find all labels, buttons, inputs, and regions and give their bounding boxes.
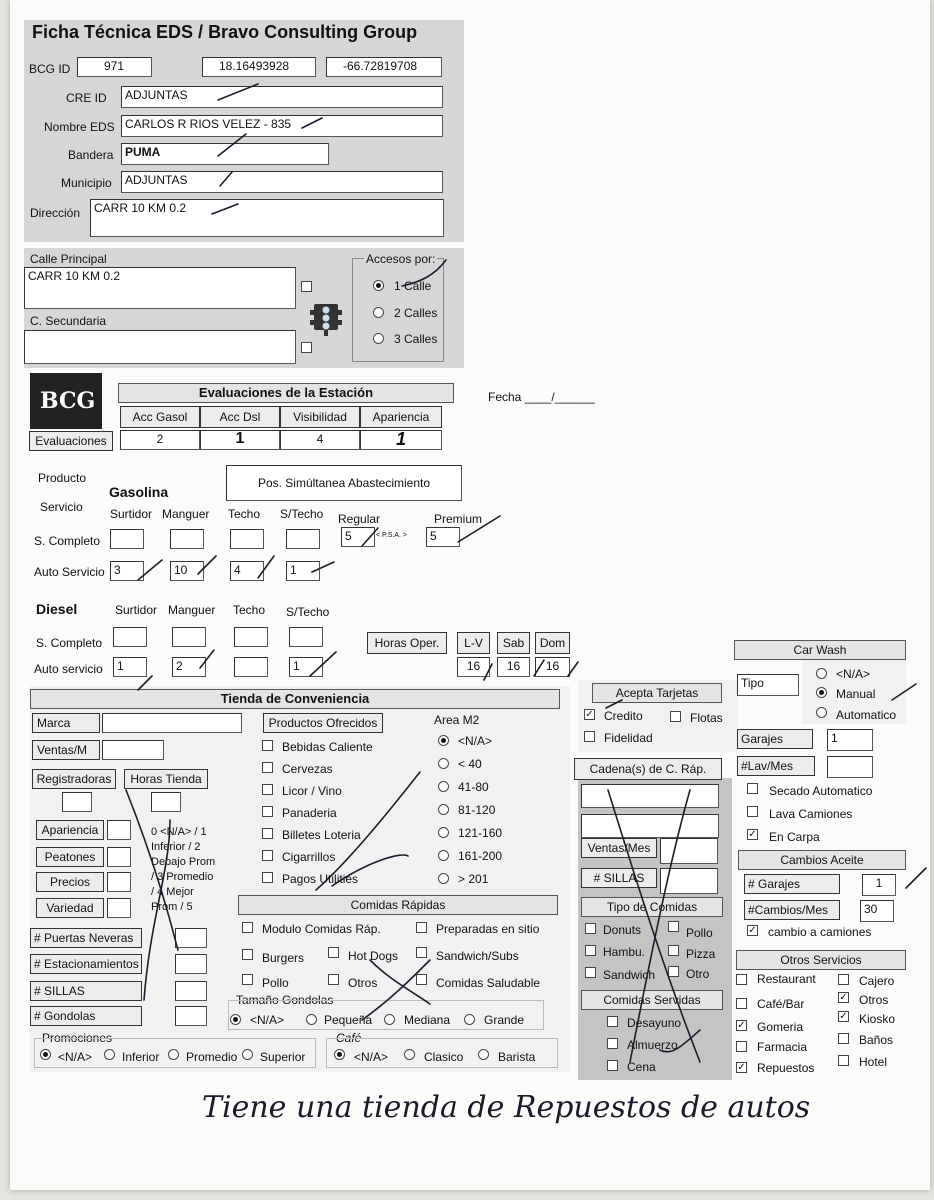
producto-label: Producto [38,471,87,485]
cadena-sillas-field[interactable] [660,868,718,894]
tipo-label-5: Sandwich [603,968,656,982]
cafe-option-2: Clasico [424,1050,464,1064]
tamano-option-3: Mediana [404,1013,451,1027]
count-gondolas-field[interactable] [175,1006,207,1026]
producto-checkbox-5[interactable] [262,828,273,839]
municipio-field[interactable]: ADJUNTAS [121,171,443,193]
horas-dom-value[interactable]: 16 [535,657,570,677]
carwash-lav-label: #Lav/Mes [737,756,815,776]
otros-right-label-2: Otros [859,993,889,1007]
diesel-col-techo: Techo [233,603,266,617]
aceite-header: Cambios Aceite [738,850,906,870]
tamano-option-4: Grande [484,1013,525,1027]
area-option-4: 81-120 [458,803,496,817]
promo-radio-2[interactable] [104,1049,115,1060]
accesos-option-3: 3 Calles [394,332,438,346]
marca-field[interactable] [102,713,242,733]
area-option-6: 161-200 [458,849,503,863]
comida-label-8: Comidas Saludable [436,976,541,990]
area-radio-1[interactable] [438,735,449,746]
carwash-opt-label-2: Lava Camiones [769,807,853,821]
cre-id-label: CRE ID [66,91,107,105]
otros-left-label-1: Restaurant [757,972,816,986]
cafe-title: Café [336,1031,362,1045]
otros-right-checkbox-4[interactable] [838,1033,849,1044]
evaluaciones-button[interactable]: Evaluaciones [29,431,113,451]
tipo-checkbox-5[interactable] [585,967,596,978]
diesel-as-surtidor[interactable]: 1 [113,657,147,677]
otros-left-checkbox-1[interactable] [736,974,747,985]
otros-right-label-5: Hotel [859,1055,888,1069]
carwash-radio-1[interactable] [816,668,827,679]
servida-checkbox-2[interactable] [607,1038,618,1049]
producto-label-1: Bebidas Caliente [282,740,373,754]
pos-simultanea-box: Pos. Simúltanea Abastecimiento [226,465,462,501]
servida-checkbox-1[interactable] [607,1016,618,1027]
flotas-label: Flotas [690,711,723,725]
diesel-as-stecho[interactable]: 1 [289,657,323,677]
gas-as-manguer[interactable]: 10 [170,561,204,581]
carwash-option-1: <N/A> [836,667,871,681]
tipo-label-4: Pizza [686,947,716,961]
diesel-sc-surtidor[interactable] [113,627,147,647]
diesel-sc-manguer[interactable] [172,627,206,647]
comidas-header: Comidas Rápidas [238,895,558,915]
area-title: Area M2 [434,713,480,727]
eval-col-acc-dsl: Acc Dsl [200,406,280,428]
tipo-checkbox-6[interactable] [668,966,679,977]
producto-checkbox-3[interactable] [262,784,273,795]
direccion-label: Dirección [30,206,81,220]
aceite-camiones-label: cambio a camiones [768,925,872,939]
credito-checkbox[interactable]: ✓ [585,709,594,720]
cafe-radio-1[interactable] [334,1049,345,1060]
area-option-5: 121-160 [458,826,503,840]
psa-label: < P.S.A. > [376,532,408,539]
carwash-opt-checkbox-3[interactable]: ✓ [748,829,757,840]
tamano-radio-2[interactable] [306,1014,317,1025]
cadena-field-1[interactable] [581,784,719,808]
cre-id-field[interactable]: ADJUNTAS [121,86,443,108]
producto-label-6: Cigarrillos [282,850,336,864]
carwash-opt-checkbox-2[interactable] [747,806,758,817]
traffic-light-icon [310,298,342,341]
aceite-garajes-label: # Garajes [744,874,840,894]
gas-sc-surtidor[interactable] [110,529,144,549]
producto-label-2: Cervezas [282,762,333,776]
count-sillas: # SILLAS [30,981,142,1001]
calle-secundaria-label: C. Secundaria [30,314,107,328]
promo-title: Promociones [42,1031,113,1045]
eval-acc-gasol-value[interactable]: 2 [120,430,200,450]
nombre-label: Nombre EDS [44,120,115,134]
calle-principal-label: Calle Principal [30,252,107,266]
promo-option-2: Inferior [122,1050,160,1064]
gasolina-label: Gasolina [109,484,169,500]
nombre-field[interactable]: CARLOS R RIOS VELEZ - 835 [121,115,443,137]
otros-left-label-5: Repuestos [757,1061,815,1075]
tipo-checkbox-3[interactable] [585,945,596,956]
diesel-col-manguer: Manguer [168,603,216,617]
producto-label-7: Pagos Utilities [282,872,359,886]
gas-col-techo: Techo [228,507,261,521]
eval-col-apariencia: Apariencia [360,406,442,428]
tamano-radio-4[interactable] [464,1014,475,1025]
tarjetas-header: Acepta Tarjetas [592,683,722,703]
comida-checkbox-3[interactable] [242,949,253,960]
cadena-header: Cadena(s) de C. Ráp. [574,758,722,780]
otros-left-label-3: Gomeria [757,1020,804,1034]
horas-tienda-button[interactable]: Horas Tienda [124,769,208,789]
servicio-label: Servicio [40,500,83,514]
form-title: Ficha Técnica EDS / Bravo Consulting Group [32,22,418,42]
horas-tienda-field[interactable] [151,792,181,812]
scale-line-5: / 4 Mejor [151,886,194,898]
gas-sc-stecho[interactable] [286,529,320,549]
tipo-label-2: Pollo [686,926,713,940]
scale-line-3: Debajo Prom [151,856,216,868]
carwash-tipo-field[interactable]: Tipo [737,674,799,696]
promo-radio-4[interactable] [242,1049,253,1060]
diesel-col-stecho: S/Techo [286,605,330,619]
otros-left-label-2: Café/Bar [757,997,805,1011]
comida-label-5: Sandwich/Subs [436,949,519,963]
cafe-radio-3[interactable] [478,1049,489,1060]
comida-label-4: Hot Dogs [348,949,399,963]
horas-oper-button[interactable]: Horas Oper. [367,632,447,654]
credito-label: Credito [604,709,643,723]
tamano-radio-3[interactable] [384,1014,395,1025]
carwash-radio-3[interactable] [816,707,827,718]
servidas-header: Comidas Servidas [581,990,723,1010]
rating-variedad-field[interactable] [107,898,131,918]
otros-right-checkbox-1[interactable] [838,974,849,985]
otros-right-checkbox-5[interactable] [838,1055,849,1066]
tamano-title: Tamaño Gondolas [236,993,334,1007]
diesel-label: Diesel [36,601,78,617]
area-radio-2[interactable] [438,758,449,769]
aceite-garajes-field[interactable]: 1 [862,874,896,896]
municipio-label: Municipio [61,176,112,190]
carwash-opt-label-3: En Carpa [769,830,820,844]
horas-col-sab: Sab [497,632,530,654]
tipo-label-1: Donuts [603,923,642,937]
gas-col-surtidor: Surtidor [110,507,153,521]
accesos-option-1: 1 Calle [394,279,432,293]
tipo-checkbox-4[interactable] [668,945,679,956]
count-estacionamientos-field[interactable] [175,954,207,974]
handwritten-note: Tiene una tienda de Repuestos de autos [202,1090,811,1125]
tipo-checkbox-2[interactable] [668,921,679,932]
otros-right-checkbox-3[interactable]: ✓ [839,1011,848,1022]
calle-principal-checkbox[interactable] [301,281,312,292]
rating-apariencia-field[interactable] [107,820,131,840]
promo-option-1: <N/A> [58,1050,93,1064]
area-option-7: > 201 [458,872,489,886]
ventas-field[interactable] [102,740,164,760]
carwash-header: Car Wash [734,640,906,660]
accesos-radio-1[interactable] [373,280,384,291]
bandera-field[interactable]: PUMA [121,143,329,165]
eval-col-visibilidad: Visibilidad [280,406,360,428]
diesel-sc-techo[interactable] [234,627,268,647]
count-estacionamientos: # Estacionamientos [30,954,142,974]
premium-field[interactable]: 5 [426,527,460,547]
eval-apariencia-value[interactable]: 1 [360,430,442,450]
rating-precios-field[interactable] [107,872,131,892]
accesos-radio-2[interactable] [373,307,384,318]
carwash-radio-2[interactable] [816,687,827,698]
servida-label-3: Cena [627,1060,656,1074]
diesel-autoservicio-label: Auto servicio [34,662,103,676]
comida-label-2: Preparadas en sitio [436,922,540,936]
productos-header: Productos Ofrecidos [263,713,383,733]
count-puertas-neveras-field[interactable] [175,928,207,948]
carwash-opt-label-1: Secado Automatico [769,784,873,798]
diesel-as-techo[interactable] [234,657,268,677]
marca-label: Marca [32,713,100,733]
gas-sc-manguer[interactable] [170,529,204,549]
longitude-field[interactable]: -66.72819708 [326,57,442,77]
producto-label-3: Licor / Vino [282,784,342,798]
cafe-option-1: <N/A> [354,1050,389,1064]
otros-right-checkbox-2[interactable]: ✓ [839,992,848,1003]
gas-as-stecho[interactable]: 1 [286,561,320,581]
horas-col-dom: Dom [535,632,570,654]
area-radio-4[interactable] [438,804,449,815]
aceite-camiones-checkbox[interactable]: ✓ [748,925,757,936]
servida-label-2: Almuerzo [627,1038,678,1052]
otros-left-checkbox-4[interactable] [736,1041,747,1052]
rating-apariencia: Apariencia [36,820,104,840]
bandera-label: Bandera [68,148,114,162]
eval-visibilidad-value[interactable]: 4 [280,430,360,450]
scale-line-6: Prom / 5 [151,901,193,913]
producto-checkbox-1[interactable] [262,740,273,751]
rating-precios: Precios [36,872,104,892]
producto-label-5: Billetes Loteria [282,828,361,842]
comida-checkbox-1[interactable] [242,922,253,933]
tamano-option-1: <N/A> [250,1013,285,1027]
otros-left-checkbox-3[interactable]: ✓ [737,1020,746,1031]
promo-option-4: Superior [260,1050,306,1064]
servida-label-1: Desayuno [627,1016,682,1030]
carwash-lav-field[interactable] [827,756,873,778]
area-radio-6[interactable] [438,850,449,861]
carwash-option-3: Automatico [836,708,897,722]
producto-label-4: Panaderia [282,806,337,820]
area-option-2: < 40 [458,757,482,771]
area-radio-3[interactable] [438,781,449,792]
otros-header: Otros Servicios [736,950,906,970]
scale-line-1: 0 <N/A> / 1 [151,826,207,838]
cafe-radio-2[interactable] [404,1049,415,1060]
comida-checkbox-7[interactable] [328,974,339,985]
fidelidad-label: Fidelidad [604,731,653,745]
count-sillas-field[interactable] [175,981,207,1001]
comida-label-3: Burgers [262,951,305,965]
diesel-scompleto-label: S. Completo [36,636,103,650]
tamano-radio-1[interactable] [230,1014,241,1025]
cafe-option-3: Barista [498,1050,536,1064]
otros-right-label-1: Cajero [859,974,895,988]
tipo-comidas-header: Tipo de Comidas [581,897,723,917]
otros-right-label-3: Kiosko [859,1012,896,1026]
form-sheet [10,0,930,1190]
ventas-mes-label: Ventas/Mes [581,838,657,858]
otros-right-label-4: Baños [859,1033,894,1047]
area-radio-7[interactable] [438,873,449,884]
area-option-1: <N/A> [458,734,493,748]
comida-checkbox-5[interactable] [416,947,427,958]
diesel-as-manguer[interactable]: 2 [172,657,206,677]
calle-secundaria-checkbox[interactable] [301,342,312,353]
comida-checkbox-6[interactable] [242,974,253,985]
comida-checkbox-2[interactable] [416,922,427,933]
bcg-id-label: BCG ID [29,62,71,76]
registradoras-field[interactable] [62,792,92,812]
rating-peatones-field[interactable] [107,847,131,867]
carwash-garajes-label: Garajes [737,729,813,749]
ventas-label: Ventas/M [32,740,100,760]
regular-label: Regular [338,512,381,526]
premium-label: Premium [434,512,483,526]
producto-checkbox-4[interactable] [262,806,273,817]
direccion-field[interactable]: CARR 10 KM 0.2 [90,199,444,237]
accesos-option-2: 2 Calles [394,306,438,320]
registradoras-button[interactable]: Registradoras [32,769,116,789]
regular-field[interactable]: 5 [341,527,375,547]
accesos-label: Accesos por: [366,252,436,266]
bcg-id-field[interactable]: 971 [77,57,152,77]
gas-col-manguer: Manguer [162,507,210,521]
flotas-checkbox[interactable] [670,711,681,722]
diesel-col-surtidor: Surtidor [115,603,158,617]
gas-as-surtidor[interactable]: 3 [110,561,144,581]
comida-checkbox-4[interactable] [328,947,339,958]
tamano-option-2: Pequeña [324,1013,373,1027]
diesel-sc-stecho[interactable] [289,627,323,647]
fidelidad-checkbox[interactable] [584,731,595,742]
rating-peatones: Peatones [36,847,104,867]
horas-sab-value[interactable]: 16 [497,657,530,677]
tipo-checkbox-1[interactable] [585,923,596,934]
gas-col-stecho: S/Techo [280,507,324,521]
evaluaciones-header: Evaluaciones de la Estación [118,383,454,403]
tienda-header: Tienda de Conveniencia [30,689,560,709]
fecha-label: Fecha ____/______ [488,390,595,404]
comida-label-6: Pollo [262,976,289,990]
scale-line-2: Inferior / 2 [151,841,201,853]
gas-as-techo[interactable]: 4 [230,561,264,581]
producto-checkbox-2[interactable] [262,762,273,773]
carwash-garajes-field[interactable]: 1 [827,729,873,751]
comida-label-1: Modulo Comidas Ráp. [262,922,381,936]
aceite-cambios-label: #Cambios/Mes [744,900,840,920]
horas-lv-value[interactable]: 16 [457,657,490,677]
aceite-cambios-field[interactable]: 30 [860,900,894,922]
gas-autoservicio-label: Auto Servicio [34,565,105,579]
area-option-3: 41-80 [458,780,489,794]
cadena-field-2[interactable] [581,814,719,838]
otros-left-checkbox-2[interactable] [736,998,747,1009]
comida-label-7: Otros [348,976,378,990]
comida-checkbox-8[interactable] [416,974,427,985]
calle-principal-field[interactable]: CARR 10 KM 0.2 [24,267,296,309]
otros-left-label-4: Farmacia [757,1040,808,1054]
count-gondolas: # Gondolas [30,1006,142,1026]
horas-col-lv: L-V [457,632,490,654]
carwash-opt-checkbox-1[interactable] [747,783,758,794]
promo-radio-3[interactable] [168,1049,179,1060]
bcg-logo-text: BCG [40,388,96,414]
scale-line-4: / 3 Promedio [151,871,214,883]
tipo-label-3: Hambu. [603,945,646,959]
otros-left-checkbox-5[interactable]: ✓ [737,1062,746,1073]
latitude-field[interactable]: 18.16493928 [202,57,316,77]
promo-radio-1[interactable] [40,1049,51,1060]
eval-acc-dsl-value[interactable]: 1 [200,430,280,450]
cadena-sillas-label: # SILLAS [581,868,657,888]
calle-secundaria-field[interactable] [24,330,296,364]
rating-variedad: Variedad [36,898,104,918]
count-puertas-neveras: # Puertas Neveras [30,928,142,948]
servida-checkbox-3[interactable] [607,1060,618,1071]
gas-scompleto-label: S. Completo [34,534,101,548]
area-radio-5[interactable] [438,827,449,838]
producto-checkbox-6[interactable] [262,850,273,861]
ventas-mes-field[interactable] [660,838,718,864]
gas-sc-techo[interactable] [230,529,264,549]
accesos-radio-3[interactable] [373,333,384,344]
eval-col-acc-gasol: Acc Gasol [120,406,200,428]
carwash-option-2: Manual [836,687,876,701]
tipo-label-6: Otro [686,967,710,981]
producto-checkbox-7[interactable] [262,872,273,883]
promo-option-3: Promedio [186,1050,238,1064]
